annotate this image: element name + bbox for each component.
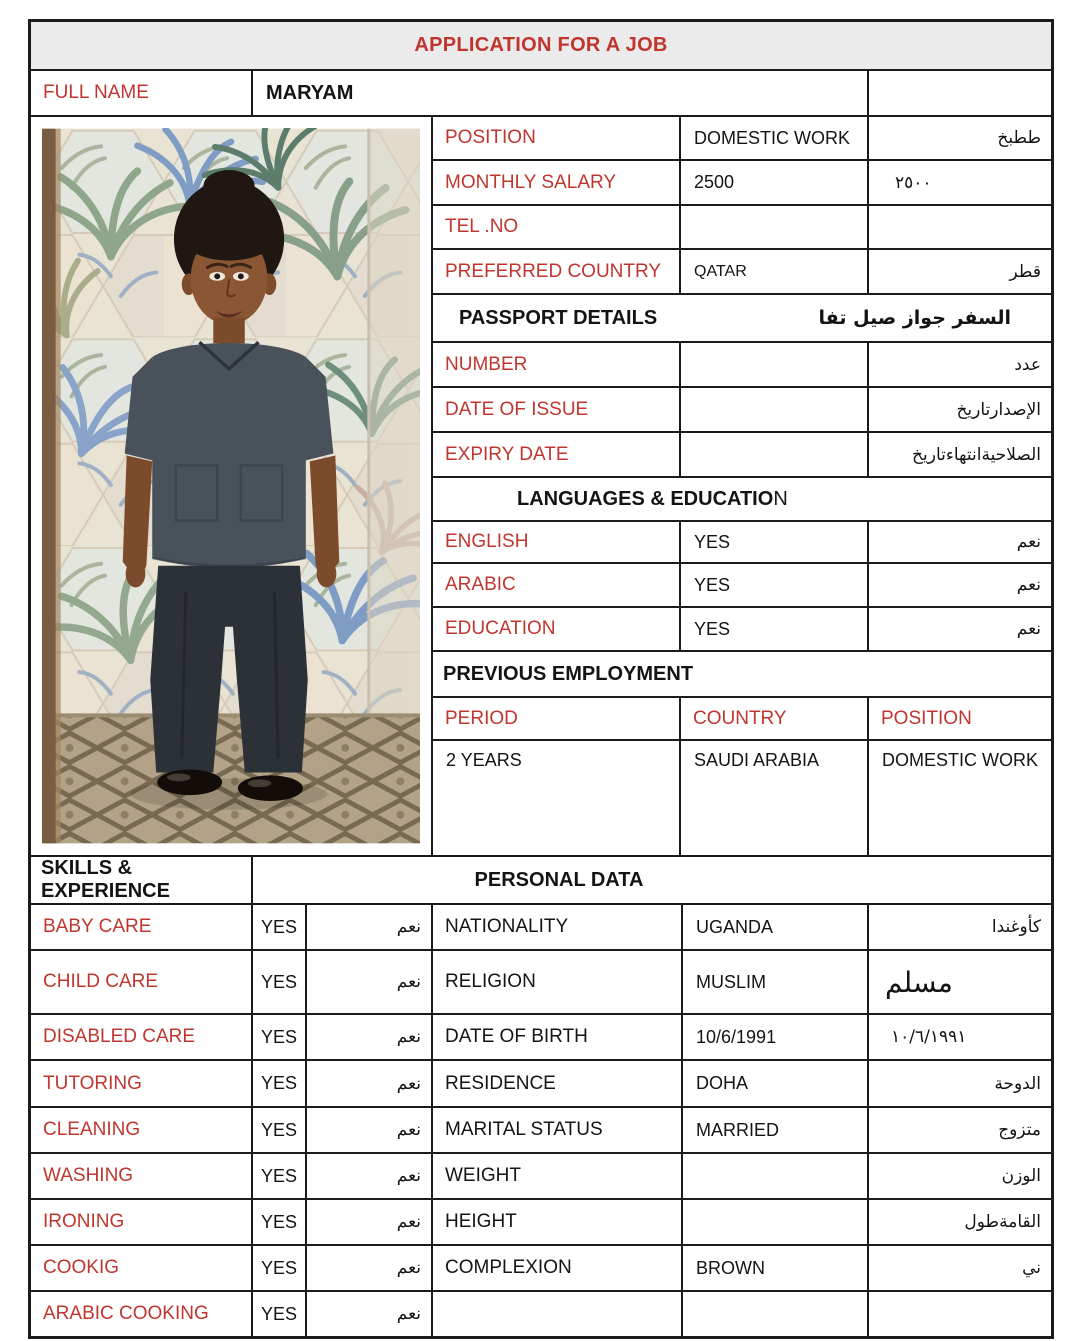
job-application-form — [28, 19, 1054, 1339]
field-row-arabic — [433, 564, 1051, 606]
skill-label: DISABLED CARE — [31, 1015, 251, 1059]
personal-arabic: مسلم — [869, 951, 1051, 1013]
previous-employment-columns-row — [433, 698, 1051, 739]
personal-arabic: ١٠/٦/١٩٩١ — [869, 1015, 1051, 1059]
period-column-header: PERIOD — [433, 698, 679, 739]
row-cleaning-marital-status — [31, 1108, 1051, 1152]
monthly-salary-value: 2500 — [681, 161, 867, 204]
bottom-header-row — [31, 857, 1051, 903]
skill-arabic: نعم — [307, 905, 431, 949]
skill-label: BABY CARE — [31, 905, 251, 949]
passport-number-arabic: عدد — [869, 343, 1051, 386]
skill-label: CLEANING — [31, 1108, 251, 1152]
field-row-monthly-salary — [433, 161, 1051, 204]
arabic-label: ARABIC — [433, 564, 679, 606]
right-panel — [433, 117, 1051, 855]
previous-employment-title: PREVIOUS EMPLOYMENT — [443, 662, 694, 685]
personal-arabic: الوزن — [869, 1154, 1051, 1198]
passport-number-value — [681, 343, 867, 386]
form-title-bar — [31, 22, 1051, 69]
arabic-value: YES — [681, 564, 867, 606]
skill-arabic: نعم — [307, 1061, 431, 1106]
applicant-photo — [31, 117, 431, 855]
field-row-education — [433, 608, 1051, 650]
expiry-date-value — [681, 433, 867, 476]
expiry-date-label: EXPIRY DATE — [433, 433, 679, 476]
row-ironing-height — [31, 1200, 1051, 1244]
personal-label: NATIONALITY — [433, 905, 681, 949]
skill-value: YES — [253, 1200, 305, 1244]
country-value: SAUDI ARABIA — [681, 741, 867, 855]
row-arabic-cooking-empty — [31, 1292, 1051, 1336]
skill-arabic: نعم — [307, 1154, 431, 1198]
education-arabic: نعم — [869, 608, 1051, 650]
personal-arabic: كأوغندا — [869, 905, 1051, 949]
row-disabled-care-dob — [31, 1015, 1051, 1059]
position-label: POSITION — [433, 117, 679, 159]
skill-label: CHILD CARE — [31, 951, 251, 1013]
arabic-arabic: نعم — [869, 564, 1051, 606]
passport-details-title-arabic: تفا صيل جواز السفر — [818, 307, 1011, 329]
education-value: YES — [681, 608, 867, 650]
position-arabic: ططبخ — [869, 117, 1051, 159]
position-value-prev: DOMESTIC WORK — [869, 741, 1051, 855]
passport-number-label: NUMBER — [433, 343, 679, 386]
personal-label: DATE OF BIRTH — [433, 1015, 681, 1059]
skill-value: YES — [253, 905, 305, 949]
languages-education-title-tail: N — [773, 487, 788, 510]
personal-label: WEIGHT — [433, 1154, 681, 1198]
education-label: EDUCATION — [433, 608, 679, 650]
tel-no-arabic — [869, 206, 1051, 248]
personal-arabic — [869, 1292, 1051, 1336]
row-washing-weight — [31, 1154, 1051, 1198]
skill-label: COOKIG — [31, 1246, 251, 1290]
personal-label: RELIGION — [433, 951, 681, 1013]
country-column-header: COUNTRY — [681, 698, 867, 739]
personal-value: UGANDA — [683, 905, 867, 949]
preferred-country-value: QATAR — [681, 250, 867, 293]
full-name-row — [31, 71, 1051, 115]
languages-education-title: LANGUAGES & EDUCATIO — [517, 487, 774, 510]
skill-arabic: نعم — [307, 1200, 431, 1244]
position-column-header: POSITION — [869, 698, 1051, 739]
personal-arabic: ني — [869, 1246, 1051, 1290]
personal-label: MARITAL STATUS — [433, 1108, 681, 1152]
personal-value: MUSLIM — [683, 951, 867, 1013]
monthly-salary-label: MONTHLY SALARY — [433, 161, 679, 204]
skill-label: IRONING — [31, 1200, 251, 1244]
personal-data-title: PERSONAL DATA — [253, 857, 1051, 903]
middle-section — [31, 117, 1051, 855]
field-row-date-of-issue — [433, 388, 1051, 431]
skill-value: YES — [253, 1015, 305, 1059]
full-name-extra-cell — [869, 71, 1051, 115]
field-row-passport-number — [433, 343, 1051, 386]
passport-details-title: PASSPORT DETAILS — [459, 306, 658, 329]
personal-arabic: طول القامة — [869, 1200, 1051, 1244]
date-of-issue-value — [681, 388, 867, 431]
skill-label: ARABIC COOKING — [31, 1292, 251, 1336]
previous-employment-header — [433, 652, 1051, 696]
personal-value: 10/6/1991 — [683, 1015, 867, 1059]
field-row-expiry-date — [433, 433, 1051, 476]
full-name-label: FULL NAME — [31, 71, 251, 115]
date-of-issue-arabic: تاريخ الإصدار — [869, 388, 1051, 431]
english-value: YES — [681, 522, 867, 562]
personal-value — [683, 1200, 867, 1244]
personal-arabic: الدوحة — [869, 1061, 1051, 1106]
period-value: 2 YEARS — [433, 741, 679, 855]
tel-no-value — [681, 206, 867, 248]
personal-value: DOHA — [683, 1061, 867, 1106]
field-row-position — [433, 117, 1051, 159]
english-label: ENGLISH — [433, 522, 679, 562]
skills-experience-title: SKILLS & EXPERIENCE — [31, 857, 251, 903]
skill-arabic: نعم — [307, 951, 431, 1013]
skill-value: YES — [253, 1108, 305, 1152]
skill-value: YES — [253, 1292, 305, 1336]
skill-value: YES — [253, 1154, 305, 1198]
skill-value: YES — [253, 951, 305, 1013]
personal-value — [683, 1154, 867, 1198]
english-arabic: نعم — [869, 522, 1051, 562]
field-row-tel-no — [433, 206, 1051, 248]
skill-arabic: نعم — [307, 1015, 431, 1059]
full-name-value: MARYAM — [253, 71, 867, 115]
personal-label: RESIDENCE — [433, 1061, 681, 1106]
personal-value: MARRIED — [683, 1108, 867, 1152]
form-title: APPLICATION FOR A JOB — [414, 34, 668, 56]
preferred-country-arabic: قطر — [869, 250, 1051, 293]
preferred-country-label: PREFERRED COUNTRY — [433, 250, 679, 293]
applicant-photo-drawing — [42, 128, 420, 844]
passport-details-header — [433, 295, 1051, 341]
personal-arabic: متزوج — [869, 1108, 1051, 1152]
skill-arabic: نعم — [307, 1108, 431, 1152]
row-tutoring-residence — [31, 1061, 1051, 1106]
skill-label: WASHING — [31, 1154, 251, 1198]
skill-arabic: نعم — [307, 1292, 431, 1336]
skill-value: YES — [253, 1061, 305, 1106]
field-row-preferred-country — [433, 250, 1051, 293]
personal-label — [433, 1292, 681, 1336]
personal-value: BROWN — [683, 1246, 867, 1290]
personal-value — [683, 1292, 867, 1336]
position-value: DOMESTIC WORK — [681, 117, 867, 159]
languages-education-header — [433, 478, 1051, 520]
date-of-issue-label: DATE OF ISSUE — [433, 388, 679, 431]
row-cookig-complexion — [31, 1246, 1051, 1290]
field-row-english — [433, 522, 1051, 562]
personal-label: COMPLEXION — [433, 1246, 681, 1290]
previous-employment-data-row — [433, 741, 1051, 855]
personal-label: HEIGHT — [433, 1200, 681, 1244]
row-baby-care-nationality — [31, 905, 1051, 949]
skill-value: YES — [253, 1246, 305, 1290]
skill-arabic: نعم — [307, 1246, 431, 1290]
monthly-salary-arabic: ٢٥٠٠ — [869, 161, 1051, 204]
skill-label: TUTORING — [31, 1061, 251, 1106]
expiry-date-arabic: تاريخ انتهاء الصلاحية — [869, 433, 1051, 476]
row-child-care-religion — [31, 951, 1051, 1013]
tel-no-label: TEL .NO — [433, 206, 679, 248]
